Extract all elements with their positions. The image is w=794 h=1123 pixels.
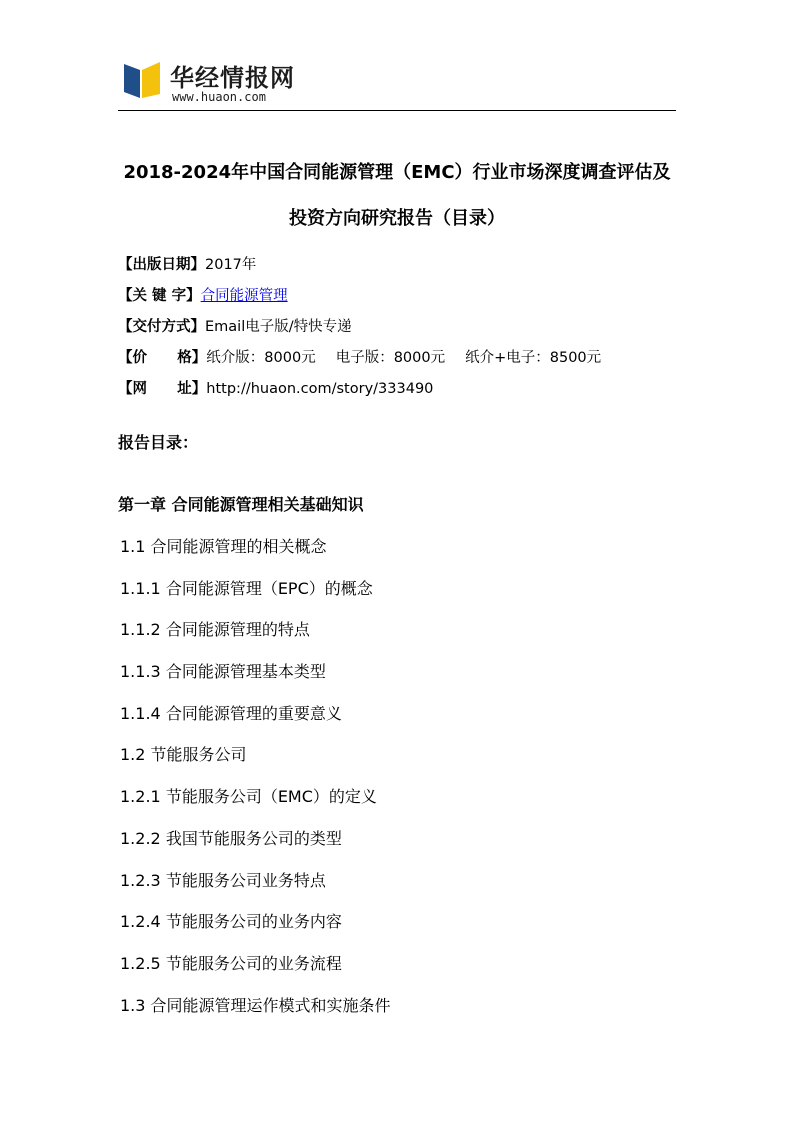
toc-item xyxy=(120,734,680,776)
meta-url-label: 【网 址】 xyxy=(118,381,207,397)
toc-heading: 报告目录： xyxy=(118,433,199,452)
toc-item xyxy=(120,693,680,735)
toc-item-number: 1.1 xyxy=(120,537,146,556)
toc-item xyxy=(120,609,680,651)
toc-item xyxy=(120,901,680,943)
brand-url: www.huaon.com xyxy=(172,90,266,104)
toc-item-text: 合同能源管理的重要意义 xyxy=(165,703,342,723)
toc-item-text: 合同能源管理（EPC）的概念 xyxy=(165,578,373,598)
meta-date-row xyxy=(118,250,678,281)
meta-url-row xyxy=(118,374,678,405)
meta-keyword-row xyxy=(118,281,678,312)
meta-url-value: http://huaon.com/story/333490 xyxy=(206,381,434,397)
toc-item xyxy=(120,985,680,1027)
toc-item-number: 1.1.2 xyxy=(120,620,161,640)
toc-item xyxy=(120,818,680,860)
price-paper: 纸介版：8000元 xyxy=(206,350,316,366)
meta-keyword-label: 【关 键 字】 xyxy=(118,288,201,304)
toc-item-number: 1.1.3 xyxy=(120,662,161,682)
report-title: 2018-2024年中国合同能源管理（EMC）行业市场深度调查评估及投资方向研究报告（目录） xyxy=(123,162,671,229)
brand-name: 华经情报网 xyxy=(170,64,295,92)
page-header xyxy=(118,52,676,111)
toc-item-text: 合同能源管理运作模式和实施条件 xyxy=(150,995,391,1015)
toc-item-text: 节能服务公司的业务内容 xyxy=(165,912,342,932)
toc-item-number: 1.2.2 xyxy=(120,828,161,848)
meta-price-row xyxy=(118,343,678,374)
huaon-logo-icon xyxy=(122,58,162,100)
toc-item-text: 节能服务公司 xyxy=(150,745,247,765)
meta-price-label: 【价 格】 xyxy=(118,350,207,366)
meta-delivery-value: Email电子版/特快专递 xyxy=(205,319,352,335)
chapter-title: 第一章 合同能源管理相关基础知识 xyxy=(118,495,364,514)
toc-item-text: 合同能源管理的特点 xyxy=(165,620,310,640)
toc-item-text: 合同能源管理的相关概念 xyxy=(150,537,327,556)
toc-item xyxy=(120,526,680,568)
toc-item xyxy=(120,943,680,985)
toc-item-number: 1.1.1 xyxy=(120,578,161,598)
keyword-link[interactable]: 合同能源管理 xyxy=(200,288,288,304)
toc-item xyxy=(120,651,680,693)
toc-list xyxy=(120,526,680,1026)
toc-item-number: 1.2.4 xyxy=(120,912,161,932)
toc-item-number: 1.2.1 xyxy=(120,787,161,807)
meta-delivery-row xyxy=(118,312,678,343)
meta-date-value: 2017年 xyxy=(205,257,257,273)
report-meta xyxy=(118,250,678,405)
price-electronic: 电子版：8000元 xyxy=(335,350,446,366)
toc-item-text: 合同能源管理基本类型 xyxy=(165,662,326,682)
toc-item-number: 1.2.3 xyxy=(120,870,161,890)
toc-item xyxy=(120,568,680,610)
toc-item-text: 节能服务公司的业务流程 xyxy=(165,953,342,973)
toc-item-number: 1.2 xyxy=(120,745,146,765)
toc-item-number: 1.1.4 xyxy=(120,703,161,723)
toc-item-number: 1.3 xyxy=(120,995,146,1015)
toc-item-text: 节能服务公司（EMC）的定义 xyxy=(165,787,377,807)
price-both: 纸介+电子：8500元 xyxy=(465,350,602,366)
meta-date-label: 【出版日期】 xyxy=(118,257,205,273)
toc-item-text: 我国节能服务公司的类型 xyxy=(165,828,342,848)
toc-item-text: 节能服务公司业务特点 xyxy=(165,870,326,890)
toc-item xyxy=(120,860,680,902)
toc-item-number: 1.2.5 xyxy=(120,953,161,973)
toc-item xyxy=(120,776,680,818)
meta-delivery-label: 【交付方式】 xyxy=(118,319,205,335)
